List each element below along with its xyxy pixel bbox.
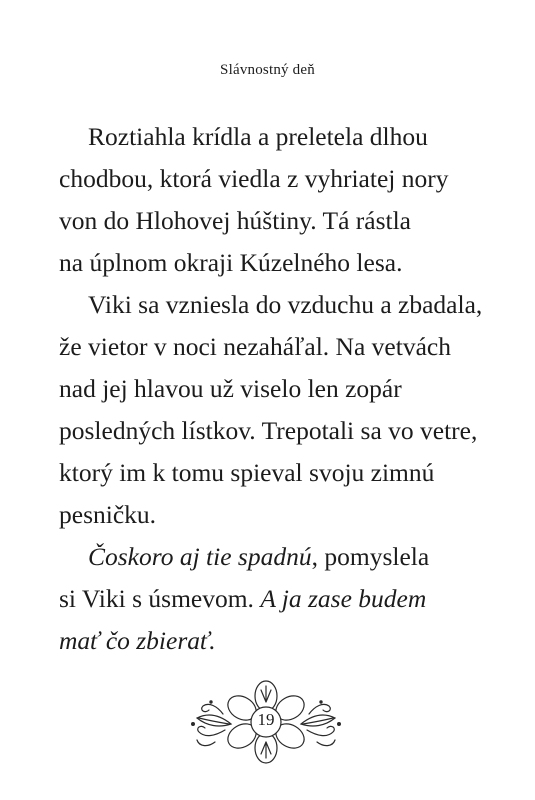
paragraph-3-line-2-plain: si Viki s úsmevom. — [59, 584, 261, 613]
paragraph-2-line-1: Viki sa vzniesla do vzduchu a zbadala, — [88, 290, 483, 319]
running-head: Slávnostný deň — [220, 62, 315, 78]
paragraph-3 — [59, 536, 489, 662]
thought-italic-2: A ja zase budem — [260, 584, 427, 613]
paragraph-1 — [59, 116, 489, 284]
paragraph-2 — [59, 284, 489, 536]
paragraph-2-line-5: ktorý im k tomu spieval svoju zimnú — [59, 458, 435, 487]
paragraph-1-line-3: von do Hlohovej húštiny. Tá rástla — [59, 206, 411, 235]
paragraph-2-line-2: že vietor v noci nezaháľal. Na vetvách — [59, 332, 451, 361]
paragraph-1-line-4: na úplnom okraji Kúzelného lesa. — [59, 248, 403, 277]
page-number: 19 — [257, 710, 275, 729]
paragraph-2-line-4: posledných lístkov. Trepotali sa vo vetre, — [59, 416, 478, 445]
paragraph-3-line-2 — [59, 578, 489, 620]
paragraph-1-line-2: chodbou, ktorá viedla z vyhriatej nory — [59, 164, 449, 193]
paragraph-2-line-6: pesničku. — [59, 500, 157, 529]
paragraph-1-line-1: Roztiahla krídla a preletela dlhou — [88, 122, 428, 151]
paragraph-3-line-1-rest: , pomyslela — [311, 542, 430, 571]
thought-italic-1: Čoskoro aj tie spadnú — [88, 542, 312, 571]
paragraph-3-line-3 — [59, 620, 489, 662]
paragraph-2-line-3: nad jej hlavou už viselo len zopár — [59, 374, 402, 403]
body-text — [59, 116, 489, 662]
thought-italic-3: mať čo zbierať. — [59, 626, 216, 655]
paragraph-3-line-1 — [59, 536, 489, 578]
